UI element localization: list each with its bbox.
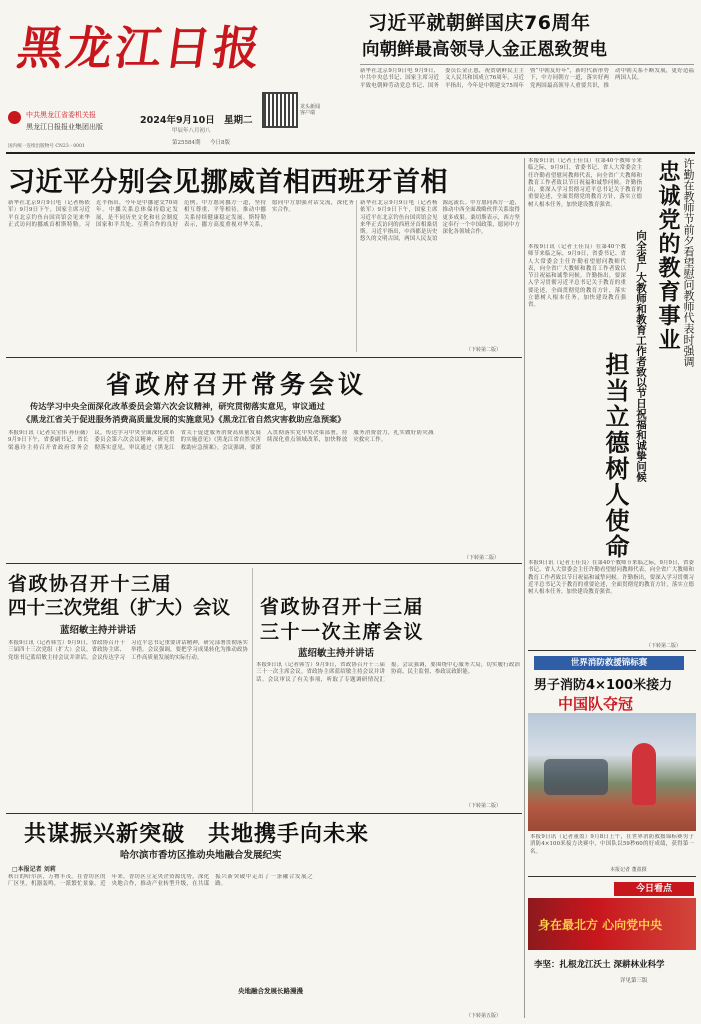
cppcc-left-title-1: 省政协召开十三届 xyxy=(8,573,173,595)
top-story-headline-2: 向朝鲜最高领导人金正恩致贺电 xyxy=(362,40,607,60)
fire-banner: 世界消防救援锦标赛 xyxy=(534,656,684,670)
today-headline: 李坚：扎根龙江沃土 深耕林业科学 xyxy=(534,960,665,970)
cppcc-right-title-2: 三十一次主席会议 xyxy=(260,621,425,643)
lead-body-left: 新华社北京9月9日电（记者杨依军）9月9日下午，国家主席习近平在北京钓鱼台国宾馆会见来华正式访问的挪威首相斯特勒。习近平指出，今年是中挪建交70周年。中挪关系总体保持稳定发展，是不同历史文化和社会制度国家和平共处、互利合作的良好范例。中方愿同挪方一道，坚持相互尊重、平等相待，推动中挪关系持续健康稳定发展。斯特勒表示，挪方高度重视对华关系，愿同中方加强对话交流，深化务实合作。 xyxy=(8,200,354,228)
masthead-subtitle-1: 中共黑龙江省委机关报 xyxy=(26,111,96,119)
section-rule-1 xyxy=(6,357,522,358)
qr-code-icon xyxy=(262,92,298,128)
right-rule-1 xyxy=(528,650,696,651)
section-rule-2 xyxy=(6,563,522,564)
right-feature-continued: （下转第二版） xyxy=(646,643,682,649)
cppcc-left-title-2: 四十三次党组（扩大）会议 xyxy=(8,598,231,619)
bottom-headline: 共谋振兴新突破 共地携手向未来 xyxy=(24,822,370,847)
cppcc-right-body: 本报9日讯（记者韩雪）9月9日，省政协召开十三届三十一次主席会议。省政协主席蓝绍敏主持会议并讲话。会议审议了有关事项，听取了专题调研情况汇报。会议强调，要围绕中心服务大局，切实履行政治协商、民主监督、参政议政职能。 xyxy=(256,662,520,683)
bottom-subhead: 哈尔滨市香坊区推动央地融合发展纪实 xyxy=(120,850,282,861)
govt-subhead-1: 传达学习中央全面深化改革委员会第六次会议精神，研究贯彻落实意见，审议通过 xyxy=(30,401,325,411)
bottom-section-title: 央地融合发展长路漫漫 xyxy=(238,987,303,995)
today-label: 今日看点 xyxy=(614,882,694,896)
lead-body-right: 新华社北京9月9日电（记者杨依军）9月9日下午，国家主席习近平在北京钓鱼台国宾馆会见来华正式访问的西班牙首相桑切斯。习近平指出，中西都是历史悠久的文明古国，两国人民友谊源远流长。中方愿同西方一道，推动中西全面战略伙伴关系取得更多成果。桑切斯表示，西方坚定奉行一个中国政策，愿同中方深化各领域合作。 xyxy=(360,200,520,243)
right-feature-kicker: 许勤在教师节前夕看望慰问教师代表时强调 xyxy=(682,158,695,367)
cppcc-right-byline: 蓝绍敏主持并讲话 xyxy=(298,648,375,659)
today-ref: 详见第三版 xyxy=(620,978,648,984)
section-rule-3 xyxy=(6,813,522,814)
right-feature-headline-1: 忠诚党的教育事业 xyxy=(655,160,680,352)
today-banner xyxy=(528,898,696,950)
bottom-byline: □本报记者 刘莉 xyxy=(12,866,56,873)
newspaper-logo-icon xyxy=(8,111,21,124)
cppcc-divider xyxy=(252,568,253,812)
right-feature-body-bottom: 本报9日讯（记者王佳良）在第40个教师节来临之际，9月9日，省委书记、省人大常委会主任许勤看望慰问教师代表，向全省广大教师和教育工作者致以节日祝福和诚挚问候。许勤指出，要深入学习贯彻习近平总书记关于教育的重要论述，全面贯彻党的教育方针，落实立德树人根本任务，加快建设教育强省。 xyxy=(528,560,694,596)
fire-title: 男子消防4×100米接力 xyxy=(534,678,673,693)
cppcc-left-body: 本报9日讯（记者韩雪）9月9日，省政协召开十三届四十三次党组（扩大）会议。省政协主席、党组书记蓝绍敏主持会议并讲话。会议传达学习习近平总书记重要讲话精神，研究部署贯彻落实举措。会议强调，要把学习成果转化为推动政协工作高质量发展的实际行动。 xyxy=(8,640,248,661)
top-story-body: 新华社北京9月9日电 9月9日，中共中央总书记、国家主席习近平致电朝鲜劳动党总书记、国务委员长金正恩，祝贺朝鲜民主主义人民共和国成立76周年。习近平指出，今年是中朝建交75周年暨“中朝友好年”，新时代新形势下，中方同朝方一道，落实好两党两国最高领导人重要共识，推动中朝关系不断发展，更好造福两国人民。 xyxy=(360,68,694,89)
right-feature-headline-2: 担当立德树人使命 xyxy=(601,352,629,560)
govt-continued: （下转第二版） xyxy=(464,555,500,561)
fire-photo-credit: 本报记者 董盈摄 xyxy=(610,867,647,873)
cppcc-right-title-1: 省政协召开十三届 xyxy=(260,596,425,618)
fire-caption: 本报9日讯（记者董盈）9月8日上午，在世界消防救援锦标赛男子消防4×100米接力决赛中，中国队以59秒60的好成绩，获得第一名。 xyxy=(530,834,694,855)
right-column-divider xyxy=(524,158,525,1018)
top-story xyxy=(360,4,694,150)
lead-continued: （下转第二版） xyxy=(466,347,502,353)
top-story-rule xyxy=(360,64,694,65)
right-rule-2 xyxy=(528,876,696,877)
masthead-subtitle-2: 黑龙江日报报业集团出版 xyxy=(26,123,103,131)
cppcc-left-byline: 蓝绍敏主持并讲话 xyxy=(60,625,137,636)
govt-subhead-2: 《黑龙江省关于促进服务消费高质量发展的实施意见》《黑龙江省自然灾害救助应急预案》 xyxy=(22,414,346,424)
lead-headline: 习近平分别会见挪威首相西班牙首相 xyxy=(8,167,448,198)
masthead-title: 黑龙江日报 xyxy=(13,21,267,75)
bottom-body: 秋日的哈尔滨，万物丰茂。在香坊区的厂区里，机器轰鸣，一派繁忙景象。近年来，香坊区立足央企资源优势，深化央地合作，推动产业转型升级，在共谋振兴新突破中走出了一条融合发展之路。 xyxy=(8,874,313,888)
masthead-rule xyxy=(6,152,695,154)
masthead-issue: 第25584期 xyxy=(172,140,201,146)
athletes-group xyxy=(544,759,608,795)
fire-subtitle: 中国队夺冠 xyxy=(558,695,634,713)
right-feature-top-body: 本报9日讯（记者王佳良）在第40个教师节来临之际，9月9日，省委书记、省人大常委会主任许勤看望慰问教师代表，向全省广大教师和教育工作者致以节日祝福和诚挚问候。许勤指出，要深入学习贯彻习近平总书记关于教育的重要论述，全面贯彻党的教育方针，落实立德树人根本任务，加快建设教育强省。 xyxy=(528,158,642,208)
govt-body: 本报9日讯（记者吴宝伟 孙佳薇）9月9日下午，省委副书记、省长梁惠玲主持召开省政府常务会议，传达学习中央全面深化改革委员会第六次会议精神，研究贯彻落实意见，审议通过《黑龙江省关于促进服务消费高质量发展的实施意见》《黑龙江省自然灾害救助应急预案》。会议强调，要深入贯彻落实党中央决策部署，持续深化重点领域改革，加快释放服务消费潜力，扎实做好防灾减灾救灾工作。 xyxy=(8,430,434,451)
masthead-code: 国内统一连续出版物号 CN23 - 0001 xyxy=(8,144,85,149)
masthead-pages: 今日8版 xyxy=(210,140,230,146)
qr-label: 龙头新闻客户端 xyxy=(300,104,321,116)
today-banner-text: 身在最北方 心向党中央 xyxy=(538,918,663,932)
masthead xyxy=(0,0,356,150)
top-story-headline-1: 习近平就朝鲜国庆76周年 xyxy=(368,12,591,34)
cppcc-right-continued: （下转第二版） xyxy=(466,803,502,809)
govt-headline: 省政府召开常务会议 xyxy=(106,370,368,399)
runner-figure xyxy=(632,743,656,805)
masthead-weekday: 星期二 xyxy=(224,115,253,126)
masthead-lunar: 甲辰年八月初八 xyxy=(172,128,211,134)
lead-divider xyxy=(356,200,357,352)
masthead-date: 2024年9月10日 xyxy=(140,115,215,126)
fire-photo xyxy=(528,713,696,831)
bottom-continued: （下转第五版） xyxy=(466,1013,502,1019)
right-feature-body-lower: 本报9日讯（记者王佳良）在第40个教师节来临之际，9月9日，省委书记、省人大常委会主任许勤看望慰问教师代表，向全省广大教师和教育工作者致以节日祝福和诚挚问候。许勤指出，要深入学习贯彻习近平总书记关于教育的重要论述，全面贯彻党的教育方针，落实立德树人根本任务，加快建设教育强省。 xyxy=(528,244,626,309)
right-feature-subhead: 向全省广大教师和教育工作者致以节日祝福和诚挚问候 xyxy=(635,230,647,482)
